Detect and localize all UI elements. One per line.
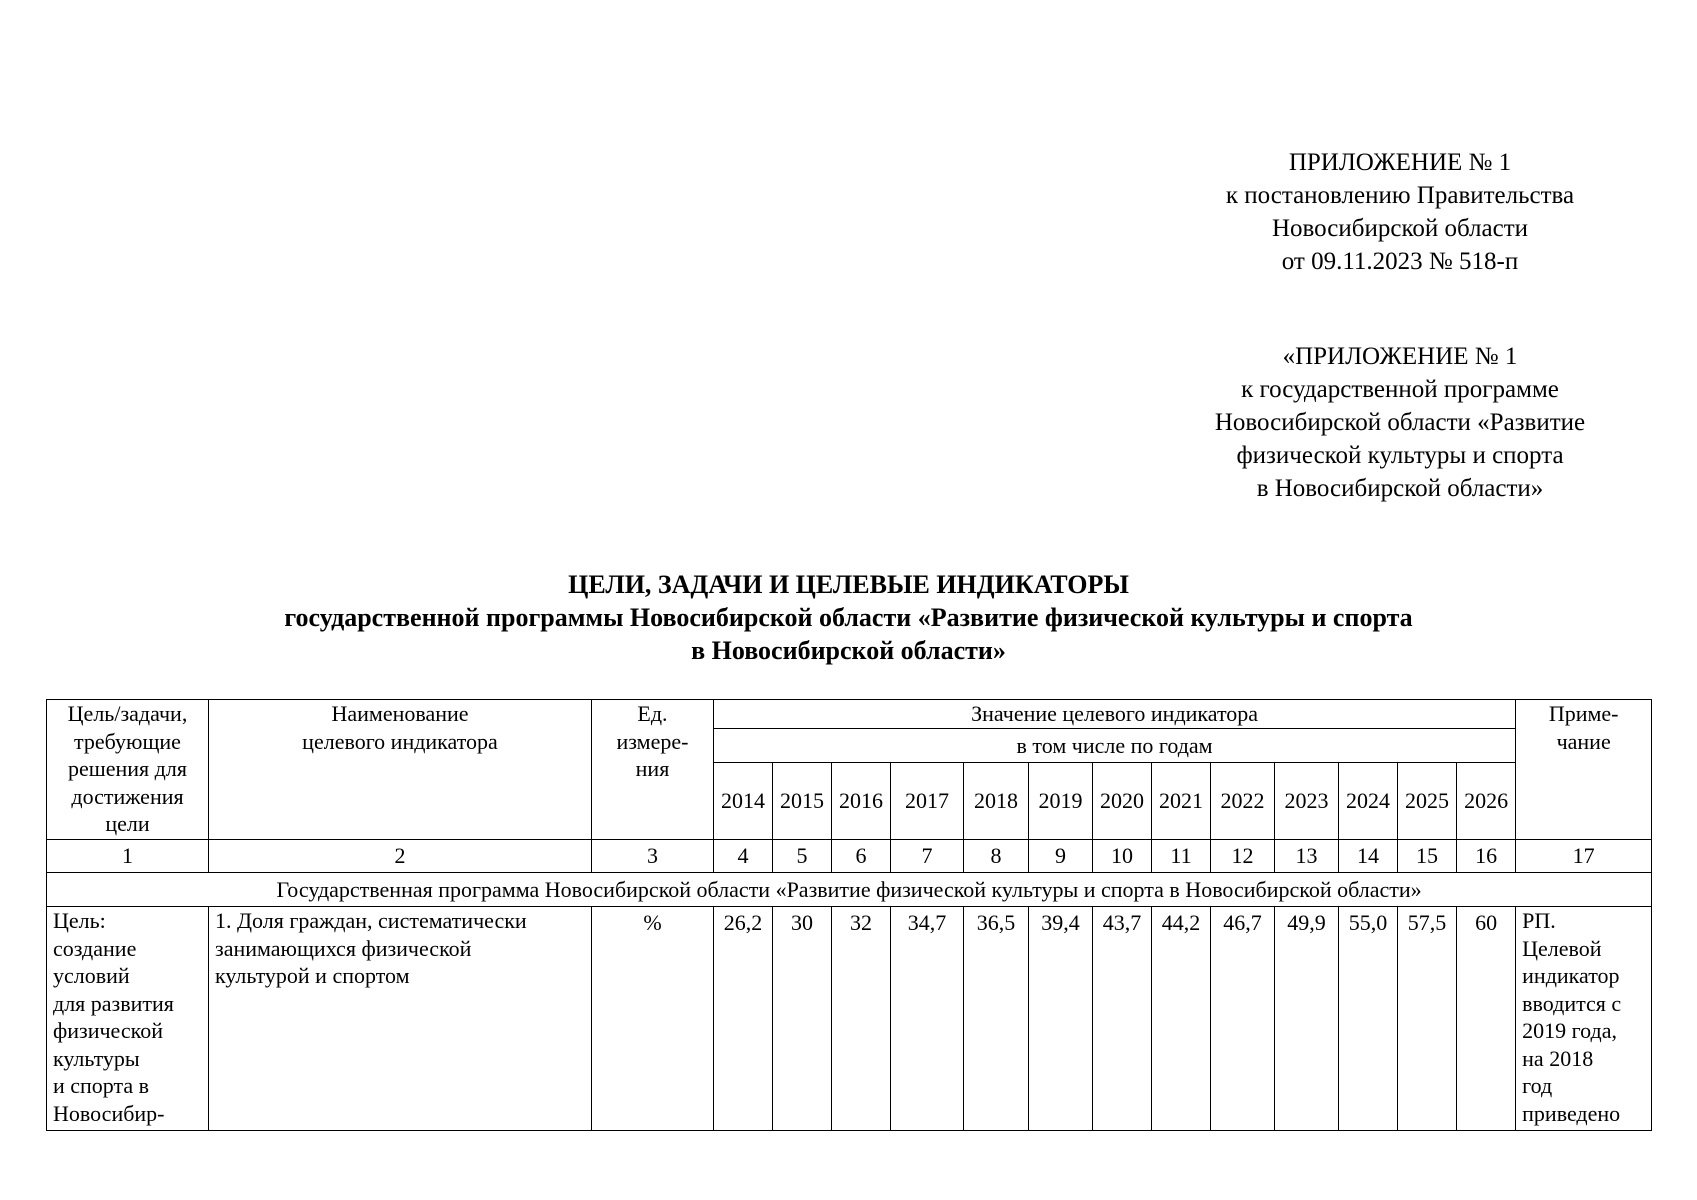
column-number: 3: [592, 840, 714, 873]
year-header: 2026: [1457, 763, 1516, 840]
program-appendix-line: к государственной программе: [1241, 376, 1559, 403]
title-line-2: государственной программы Новосибирской области «Развитие физической культуры и спорта: [284, 603, 1413, 632]
year-header: 2019: [1029, 763, 1093, 840]
year-header: 2017: [891, 763, 964, 840]
value-cell: 60: [1457, 907, 1516, 1131]
column-number: 17: [1516, 840, 1652, 873]
value-cell: 44,2: [1152, 907, 1211, 1131]
value-cell: 43,7: [1093, 907, 1152, 1131]
value-cell: 49,9: [1275, 907, 1339, 1131]
year-header: 2024: [1339, 763, 1398, 840]
value-cell: 26,2: [714, 907, 773, 1131]
year-header: 2014: [714, 763, 773, 840]
program-row: [47, 873, 1652, 907]
year-header: 2018: [964, 763, 1029, 840]
value-cell: 46,7: [1211, 907, 1275, 1131]
year-header: 2021: [1152, 763, 1211, 840]
appendix-header-line: от 09.11.2023 № 518-п: [1281, 248, 1519, 275]
column-number: 1: [47, 840, 209, 873]
indicators-table: [46, 699, 1652, 1131]
column-number: 8: [964, 840, 1029, 873]
header-by-years: в том числе по годам: [714, 729, 1516, 763]
program-appendix-header: [1160, 340, 1640, 505]
column-number: 11: [1152, 840, 1211, 873]
note-cell: РП. Целевой индикатор вводится с 2019 года, на 2018 год приведено: [1516, 907, 1652, 1131]
value-cell: 39,4: [1029, 907, 1093, 1131]
title-line-3: в Новосибирской области»: [691, 636, 1006, 665]
year-header: 2023: [1275, 763, 1339, 840]
year-header: 2025: [1398, 763, 1457, 840]
header-note: Приме- чание: [1516, 700, 1652, 840]
program-appendix-line: физической культуры и спорта: [1236, 442, 1564, 469]
appendix-header-line: ПРИЛОЖЕНИЕ № 1: [1288, 149, 1512, 176]
appendix-header-line: Новосибирской области: [1271, 215, 1529, 242]
program-title-cell: Государственная программа Новосибирской области «Развитие физической культуры и спорта в Новосибирской области»: [47, 873, 1652, 907]
column-number: 16: [1457, 840, 1516, 873]
value-cell: 34,7: [891, 907, 964, 1131]
title-line-1: ЦЕЛИ, ЗАДАЧИ И ЦЕЛЕВЫЕ ИНДИКАТОРЫ: [568, 570, 1129, 599]
header-indicator-value: Значение целевого индикатора: [714, 700, 1516, 729]
value-cell: 32: [832, 907, 891, 1131]
year-header: 2020: [1093, 763, 1152, 840]
column-number: 15: [1398, 840, 1457, 873]
column-number: 10: [1093, 840, 1152, 873]
year-header: 2022: [1211, 763, 1275, 840]
header-row-1: [47, 700, 1652, 729]
program-appendix-line: «ПРИЛОЖЕНИЕ № 1: [1282, 343, 1518, 370]
column-number: 7: [891, 840, 964, 873]
column-number: 4: [714, 840, 773, 873]
column-number: 13: [1275, 840, 1339, 873]
header-indicator-name: Наименование целевого индикатора: [209, 700, 592, 840]
column-numbers-row: [47, 840, 1652, 873]
goal-cell: Цель: создание условий для развития физической культуры и спорта в Новосибир-: [47, 907, 209, 1131]
program-appendix-line: в Новосибирской области»: [1256, 475, 1544, 502]
indicator-name-cell: 1. Доля граждан, систематически занимающихся физической культурой и спортом: [209, 907, 592, 1131]
value-cell: 57,5: [1398, 907, 1457, 1131]
column-number: 2: [209, 840, 592, 873]
document-title: [0, 568, 1697, 667]
column-number: 12: [1211, 840, 1275, 873]
column-number: 9: [1029, 840, 1093, 873]
year-header: 2016: [832, 763, 891, 840]
value-cell: 55,0: [1339, 907, 1398, 1131]
column-number: 5: [773, 840, 832, 873]
value-cell: 36,5: [964, 907, 1029, 1131]
column-number: 14: [1339, 840, 1398, 873]
unit-cell: %: [592, 907, 714, 1131]
appendix-header-line: к постановлению Правительства: [1225, 182, 1575, 209]
table-row: [47, 907, 1652, 1131]
value-cell: 30: [773, 907, 832, 1131]
header-goal: Цель/задачи, требующие решения для достижения цели: [47, 700, 209, 840]
year-header: 2015: [773, 763, 832, 840]
program-appendix-line: Новосибирской области «Развитие: [1214, 409, 1586, 436]
column-number: 6: [832, 840, 891, 873]
appendix-header: [1170, 146, 1630, 278]
header-unit: Ед. измере- ния: [592, 700, 714, 840]
